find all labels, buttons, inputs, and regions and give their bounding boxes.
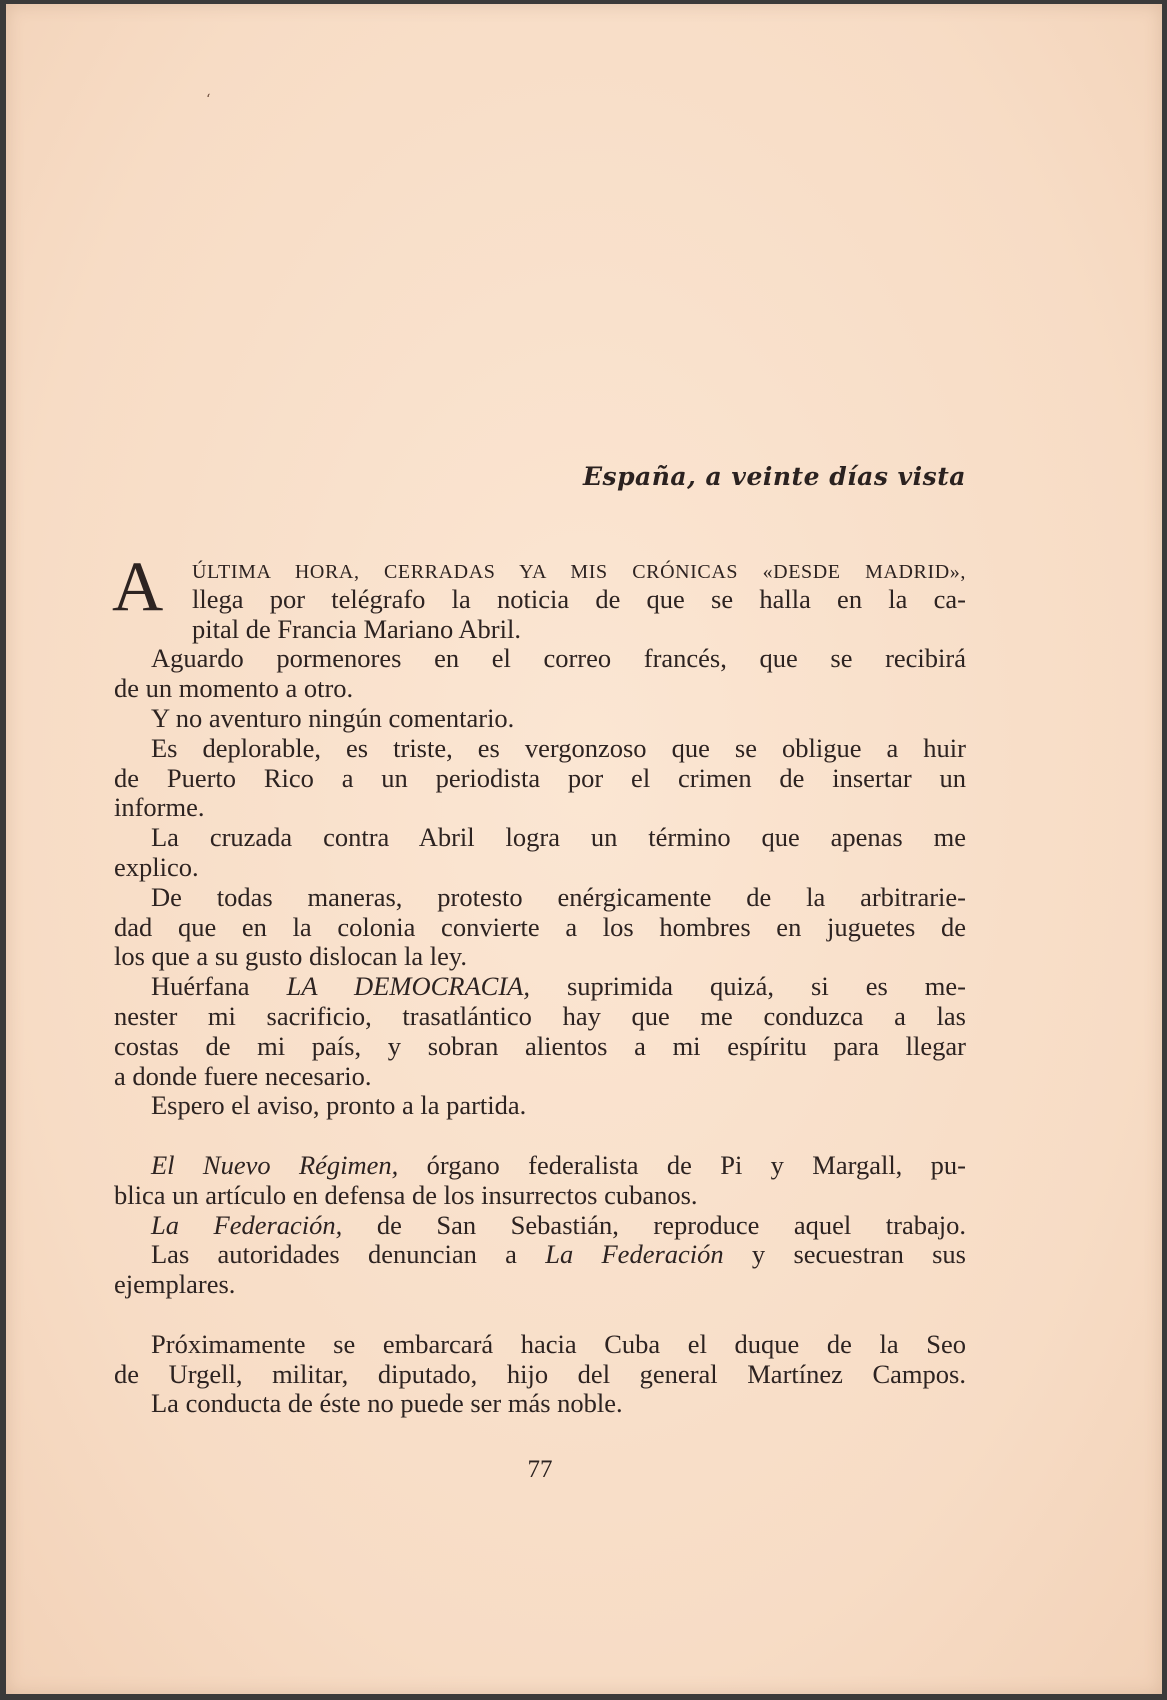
text-line: a donde fuere necesario. [114,1060,372,1091]
drop-cap: A [112,548,164,626]
text-line: dad que en la colonia convierte a los hombres en juguetes de [114,911,966,942]
text-line: La Federación, de San Sebastián, reproduce aquel trabajo. [151,1209,966,1240]
chapter-title: España, a veinte días vista [582,462,966,491]
body-text [112,548,966,1419]
text-line: llega por telégrafo la noticia de que se halla en la ca- [192,583,966,614]
text-line: Es deplorable, es triste, es vergonzoso que se obligue a huir [151,732,966,763]
ink-speck: ʻ [206,92,211,108]
text-line: Próximamente se embarcará hacia Cuba el duque de la Seo [151,1328,966,1359]
text-line: Espero el aviso, pronto a la partida. [151,1090,527,1121]
text-line: Las autoridades denuncian a La Federación y secuestran sus [151,1239,966,1270]
text-line: informe. [114,792,205,823]
page-number: 77 [527,1456,553,1483]
paragraph-gap [114,1121,966,1151]
opening-paragraph [112,548,966,644]
text-line: ejemplares. [114,1269,236,1300]
text-line: Y no aventuro ningún comentario. [151,702,515,733]
text-line: blica un artículo en defensa de los insurrectos cubanos. [114,1179,698,1210]
text-line: nester mi sacrificio, trasatlántico hay que me conduzca a las [114,1000,966,1031]
text-line: Huérfana LA DEMOCRACIA, suprimida quizá, si es me- [151,971,966,1002]
text-line: ÚLTIMA HORA, CERRADAS YA MIS CRÓNICAS «DESDE MADRID», [192,561,966,583]
text-line: El Nuevo Régimen, órgano federalista de Pi y Margall, pu- [151,1149,966,1180]
text-line: La conducta de éste no puede ser más noble. [151,1388,623,1419]
text-line: Aguardo pormenores en el correo francés, que se recibirá [151,643,966,674]
text-line: La cruzada contra Abril logra un término que apenas me [151,822,966,853]
text-line: los que a su gusto dislocan la ley. [114,941,468,972]
text-line: de un momento a otro. [114,673,354,704]
text-line: de Urgell, militar, diputado, hijo del general Martínez Campos. [114,1358,966,1389]
text-line: pital de Francia Mariano Abril. [192,613,521,644]
book-page [6,4,1162,1694]
text-line: De todas maneras, protesto enérgicamente de la arbitrarie- [151,881,966,912]
text-line: costas de mi país, y sobran alientos a mi espíritu para llegar [114,1030,966,1061]
text-line: de Puerto Rico a un periodista por el crimen de insertar un [114,762,966,793]
text-line: explico. [114,851,199,882]
paragraph-gap [114,1300,966,1330]
